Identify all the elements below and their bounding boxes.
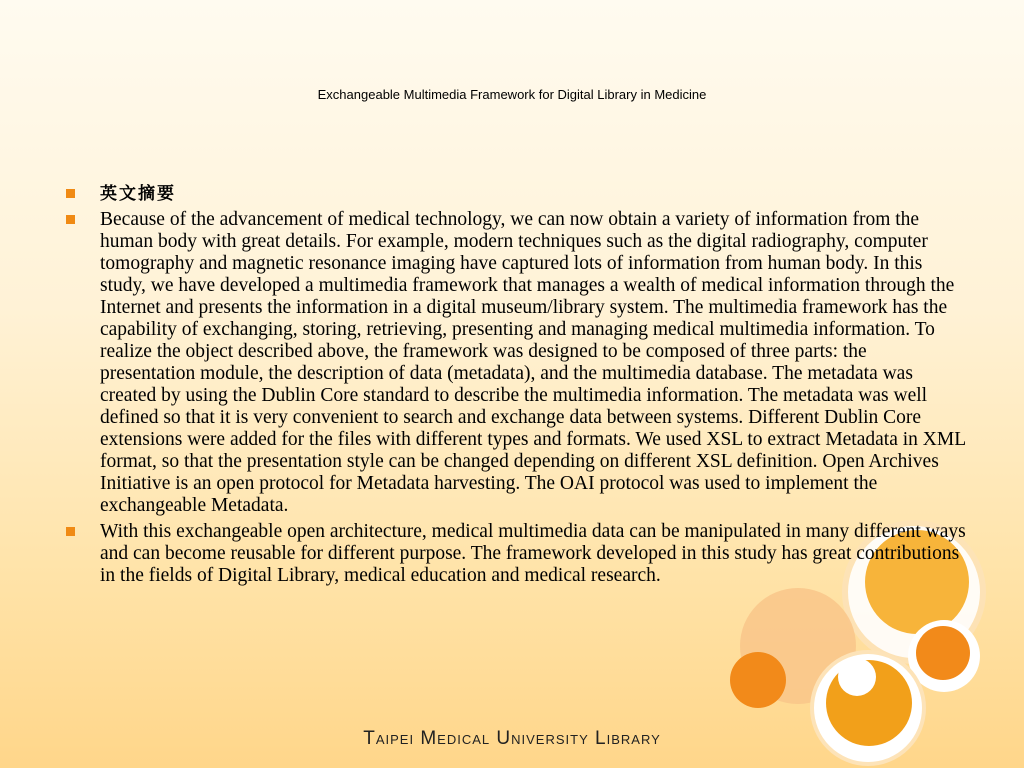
- square-bullet-icon: [66, 527, 75, 536]
- bullet-item: [66, 209, 966, 517]
- slide-title: Exchangeable Multimedia Framework for Digital Library in Medicine: [317, 87, 707, 102]
- bullet-list: [66, 183, 966, 591]
- bullet-text: With this exchangeable open architecture, medical multimedia data can be manipulated in many different ways and can become reusable for different purpose. The framework developed in this study has great contributions in the fields of Digital Library, medical education and medical research.: [100, 521, 966, 586]
- circle-decoration: [838, 658, 876, 696]
- square-bullet-icon: [66, 189, 75, 198]
- bullet-text: 英文摘要: [100, 184, 176, 204]
- circle-decoration: [916, 626, 970, 680]
- bullet-heading: [66, 183, 966, 205]
- circle-decoration: [730, 652, 786, 708]
- bullet-item: [66, 521, 966, 587]
- footer-text: Taipei Medical University Library: [363, 728, 661, 749]
- square-bullet-icon: [66, 215, 75, 224]
- bullet-text: Because of the advancement of medical technology, we can now obtain a variety of information from the human body with great details. For example, modern techniques such as the digital radiography, computer tomography and magnetic resonance imaging have captured lots of information from human body. In this study, we have developed a multimedia framework that manages a wealth of medical information through the Internet and presents the information in a digital museum/library system. The multimedia framework has the capability of exchanging, storing, retrieving, presenting and managing medical multimedia information. To realize the object described above, the framework was designed to be composed of three parts: the presentation module, the description of data (metadata), and the multimedia database. The metadata was created by using the Dublin Core standard to describe the multimedia information. The metadata was well defined so that it is very convenient to search and exchange data between systems. Different Dublin Core extensions were added for the files with different types and formats. We used XSL to extract Metadata in XML format, so that the presentation style can be changed depending on different XSL definition. Open Archives Initiative is an open protocol for Metadata harvesting. The OAI protocol was used to implement the exchangeable Metadata.: [100, 209, 966, 516]
